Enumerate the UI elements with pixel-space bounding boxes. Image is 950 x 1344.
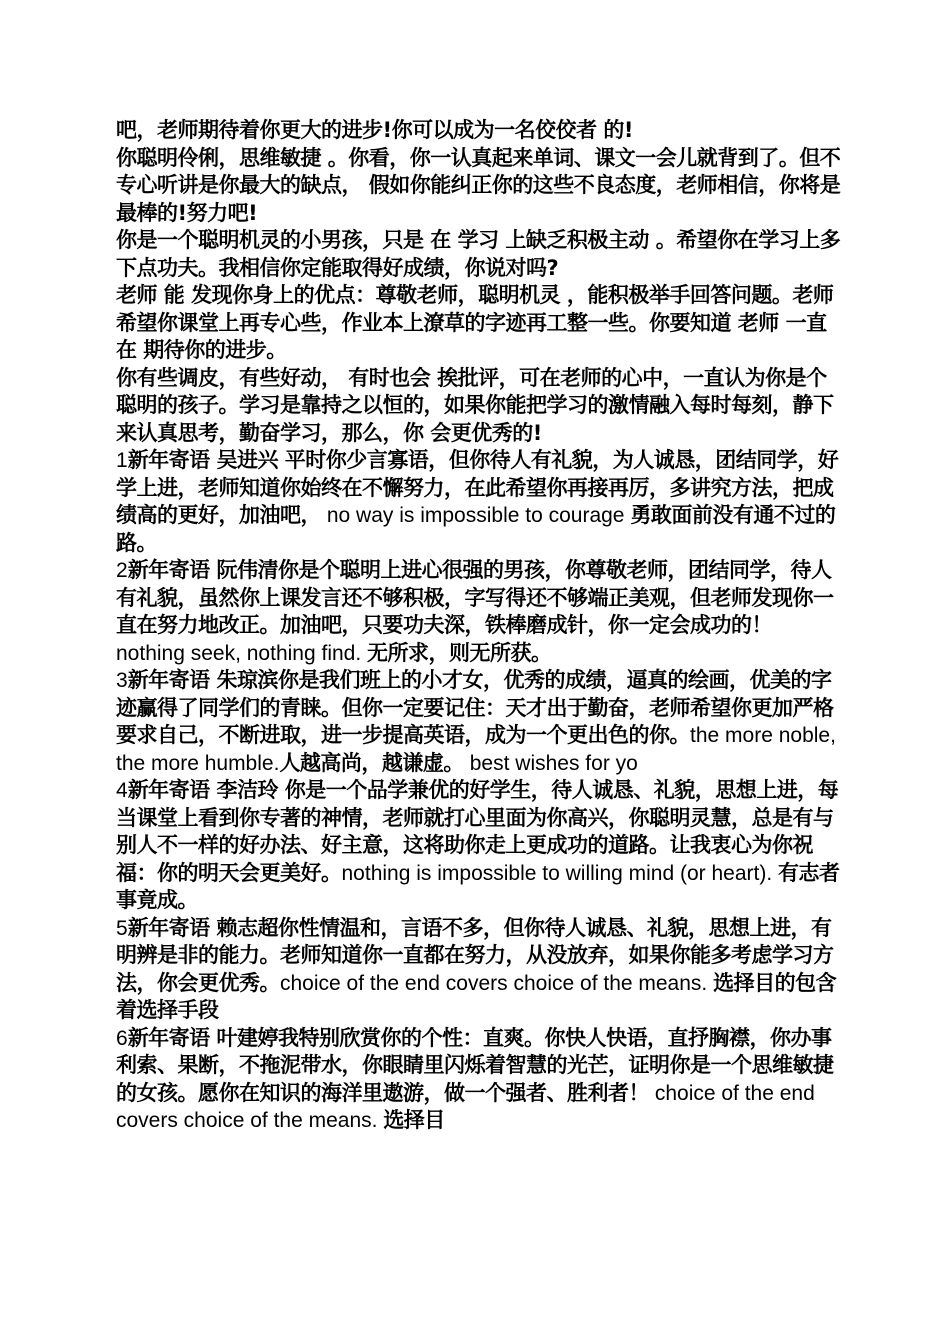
chinese-text-run: 你有些调皮，有些好动， 有时也会 挨批评，可在老师的心中，一直认为你是个聪明的孩子。学习是靠持之以恒的，如果你能把学习的激情融入每时每刻，静下来认真思考，勤奋学习，那么，你 会更优秀的! [116,365,834,445]
chinese-text-run: 有志者事竟成。 [116,860,840,912]
paragraph [116,777,844,915]
chinese-text-run: 人越高尚，越谦虚。 [279,750,464,775]
chinese-text-run: 新年寄语 阮伟清你是个聪明上进心很强的男孩，你尊敬老师，团结同学，待人有礼貌，虽然你上课发言还不够积极，字写得还不够端正美观，但老师发现你一直在努力地改正。加油吧，只要功夫深，铁棒磨成针，你一定会成功的！ [116,558,834,637]
english-text-run: best wishes for yo [463,751,638,775]
paragraph [116,282,844,365]
chinese-text-run: 吧，老师期待着你更大的进步!你可以成为一名佼佼者 的! [116,118,633,142]
paragraph [116,1025,844,1135]
english-text-run: 1 [116,449,128,472]
paragraph [116,365,844,448]
chinese-text-run: 你是一个聪明机灵的小男孩，只是 在 学习 上缺乏积极主动 。希望你在学习上多下点功夫。我相信你定能取得好成绩，你说对吗? [116,228,841,280]
chinese-text-run: 勇敢面前没有通不过的路。 [116,503,836,555]
paragraph [116,227,844,282]
english-text-run: 6 [116,1026,128,1050]
english-text-run: 3 [116,669,128,692]
chinese-text-run: 老师 能 发现你身上的优点：尊敬老师，聪明机灵 ，能积极举手回答问题。老师希望你课堂上再专心些，作业本上潦草的字迹再工整一些。你要知道 老师 一直在 期待你的进步。 [116,283,834,362]
english-text-run: 4 [116,779,128,802]
chinese-text-run: 选择目 [383,1108,445,1132]
paragraph [116,447,844,557]
chinese-text-run: 新年寄语 赖志超你性情温和，言语不多，但你待人诚恳、礼貌，思想上进，有明辨是非的能力。老师知道你一直都在努力，从没放弃，如果你能多考虑学习方法，你会更优秀。 [116,915,834,995]
paragraph [116,915,844,1025]
chinese-text-run: 新年寄语 叶建婷我特别欣赏你的个性：直爽。你快人快语，直抒胸襟，你办事利索、果断，不拖泥带水，你眼睛里闪烁着智慧的光芒，证明你是一个思维敏捷的女孩。愿你在知识的海洋里遨游，做一个强者、胜利者！ [116,1025,834,1105]
chinese-text-run: 新年寄语 吴进兴 平时你少言寡语，但你待人有礼貌，为人诚恳，团结同学，好学上进，老师知道你始终在不懈努力，在此希望你再接再厉，多讲究方法，把成绩高的更好，加油吧， [116,448,839,527]
chinese-text-run: 选择目的包含着选择手段 [116,970,837,1022]
english-text-run: 5 [116,916,128,940]
english-text-run: choice of the end covers choice of the means. [116,1081,815,1132]
english-text-run: nothing is impossible to willing mind (or heart). [341,861,779,885]
chinese-text-run: 无所求，则无所获。 [367,640,552,665]
paragraph [116,557,844,667]
english-text-run: 2 [116,559,128,582]
english-text-run: no way is impossible to courage [321,504,631,527]
paragraph [116,145,844,228]
english-text-run: nothing seek, nothing find. [116,641,368,665]
english-text-run: the more noble, the more humble. [116,724,836,775]
paragraph [116,117,844,145]
chinese-text-run: 新年寄语 李洁玲 你是一个品学兼优的好学生，待人诚恳、礼貌，思想上进，每当课堂上看到你专著的神情，老师就打心里面为你高兴，你聪明灵慧，总是有与别人不一样的好办法、好主意，这将助你走上更成功的道路。让我衷心为你祝福：你的明天会更美好。 [116,778,839,885]
document-page [116,117,844,1135]
english-text-run: choice of the end covers choice of the means. [280,971,714,995]
paragraph [116,667,844,777]
chinese-text-run: 你聪明伶俐，思维敏捷 。你看，你一认真起来单词、课文一会儿就背到了。但不专心听讲是你最大的缺点， 假如你能纠正你的这些不良态度，老师相信，你将是最棒的!努力吧! [116,145,841,225]
chinese-text-run: 新年寄语 朱琼滨你是我们班上的小才女，优秀的成绩，逼真的绘画，优美的字迹赢得了同学们的青睐。但你一定要记住：天才出于勤奋，老师希望你更加严格要求自己，不断进取，进一步提高英语，成为一个更出色的你。 [116,668,834,747]
